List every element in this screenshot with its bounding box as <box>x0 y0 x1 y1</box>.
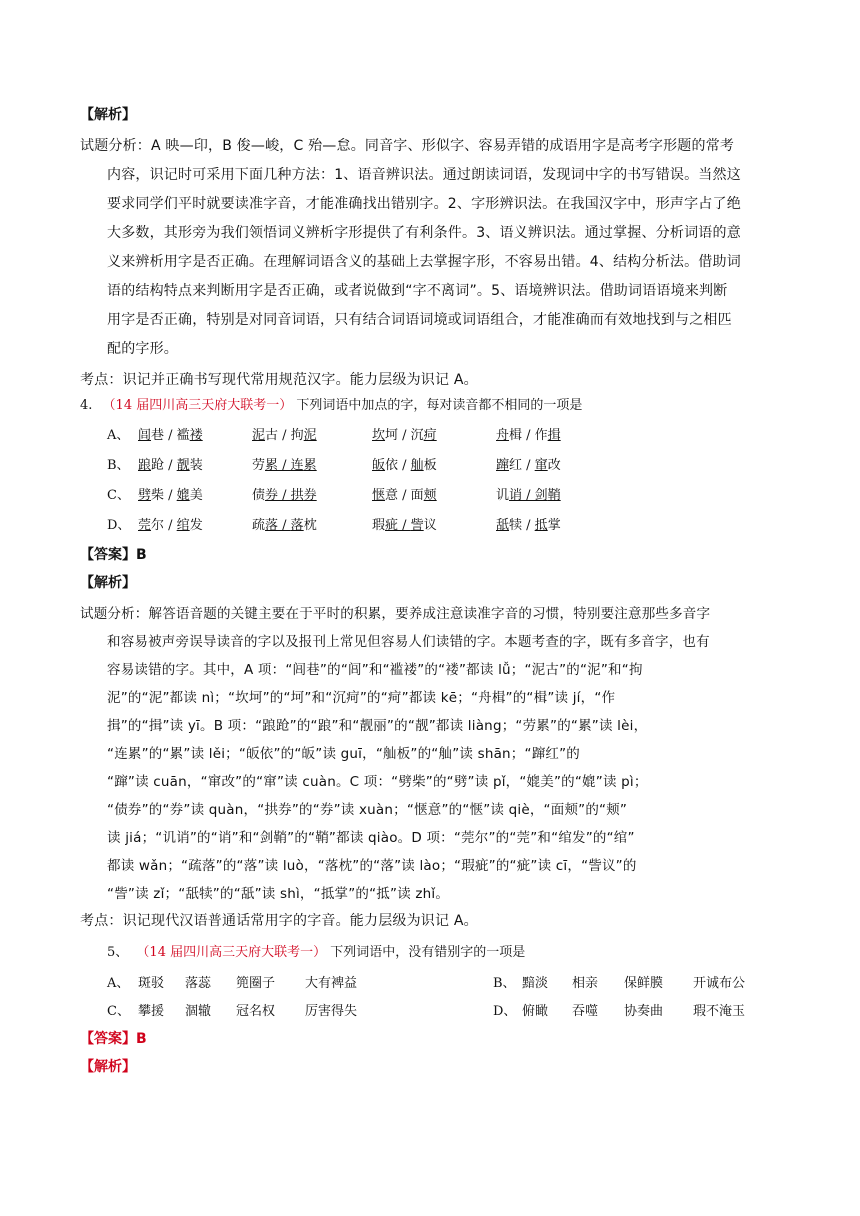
kaodian-1: 考点：识记并正确书写现代常用规范汉字。能力层级为识记 A。 <box>80 372 478 388</box>
q5-option-d-label: D、 <box>493 1004 517 1019</box>
q5-option-b-word-4: 开诚布公 <box>693 976 746 991</box>
q5-option-c-word-4: 厉害得失 <box>305 1004 358 1019</box>
q5-option-c-word-2: 涸辙 <box>185 1004 212 1019</box>
analysis1-line-4: 大多数，其形旁为我们领悟词义辨析字形提供了有利条件。3、语义辨识法。通过掌握、分析词语的意 <box>107 225 741 241</box>
q5-option-d-word-2: 吞噬 <box>572 1004 599 1019</box>
q5-option-d-word-1: 俯瞰 <box>522 1004 549 1019</box>
pair: 泥古 / 拘泥 <box>252 428 317 443</box>
analysis1-line-2: 内容，识记时可采用下面几种方法：1、语音辨识法。通过朗读词语，发现词中字的书写错误。当然这 <box>107 167 741 183</box>
analysis2-line-5: 揖”的“揖”读 yī。B 项：“踉跄”的“踉”和“靓丽”的“靓”都读 liàng；“劳累”的“累”读 lèi， <box>107 718 648 734</box>
analysis1-line-8: 配的字形。 <box>107 341 178 357</box>
analysis1-line-3: 要求同学们平时就要读准字音，才能准确找出错别字。2、字形辨识法。在我国汉字中，形声字占了绝 <box>107 196 741 212</box>
q5-option-c-label: C、 <box>107 1004 130 1019</box>
pair: 坎坷 / 沉疴 <box>372 428 437 443</box>
question-4-number: 4. <box>80 398 93 413</box>
option-label: D、 <box>107 518 131 533</box>
question-4-source: （14 届四川高三天府大联考一） <box>102 398 293 413</box>
question-5-stem: 下列词语中，没有错别字的一项是 <box>330 945 526 960</box>
option-label: B、 <box>107 458 130 473</box>
analysis2-line-8: “债券”的“券”读 quàn，“拱券”的“券”读 xuàn；“惬意”的“惬”读 qiè，“面颊”的“颊” <box>107 802 628 818</box>
option-label: C、 <box>107 488 130 503</box>
q5-option-d-word-3: 协奏曲 <box>624 1004 664 1019</box>
pair: 债券 / 拱券 <box>252 488 317 503</box>
question-5-number: 5、 <box>107 945 129 960</box>
analysis2-line-1: 试题分析：解答语音题的关键主要在于平时的积累，要养成注意读准字音的习惯，特别要注意那些多音字 <box>80 606 711 622</box>
analysis-heading-1: 【解析】 <box>80 107 136 123</box>
q5-option-a-word-4: 大有裨益 <box>305 976 358 991</box>
question-4 <box>80 394 582 413</box>
analysis1-line-1: 试题分析：A 映—印，B 俊—峻，C 殆—怠。同音字、形似字、容易弄错的成语用字是高考字形题的常考 <box>80 138 735 154</box>
pair: 讥诮 / 剑鞘 <box>496 488 561 503</box>
pair: 皈依 / 舢板 <box>372 458 437 473</box>
analysis1-line-7: 用字是否正确，特别是对同音词语，只有结合词语词境或词语组合，才能准确而有效地找到与之相匹 <box>107 312 732 328</box>
pair: 莞尔 / 绾发 <box>138 518 203 533</box>
pair: 舟楫 / 作揖 <box>496 428 561 443</box>
question-4-stem: 下列词语中加点的字，每对读音都不相同的一项是 <box>296 398 583 413</box>
q5-option-c-word-1: 攀援 <box>138 1004 165 1019</box>
q5-option-a-word-2: 落蕊 <box>185 976 212 991</box>
option-label: A、 <box>107 428 130 443</box>
q5-option-b-word-3: 保鲜膜 <box>624 976 664 991</box>
analysis2-line-2: 和容易被声旁误导读音的字以及报刊上常见但容易人们读错的字。本题考查的字，既有多音字，也有 <box>107 634 710 650</box>
pair: 蹿红 / 窜改 <box>496 458 561 473</box>
analysis2-line-9: 读 jiá；“讥诮”的“诮”和“剑鞘”的“鞘”都读 qiào。D 项：“莞尔”的“莞”和“绾发”的“绾” <box>107 830 635 846</box>
analysis2-line-7: “蹿”读 cuān，“窜改”的“窜”读 cuàn。C 项：“劈柴”的“劈”读 pǐ，“媲美”的“媲”读 pì； <box>107 774 648 790</box>
analysis-heading-3: 【解析】 <box>80 1059 136 1075</box>
answer-5: 【答案】B <box>80 1031 147 1047</box>
q5-option-c-word-3: 冠名权 <box>236 1004 276 1019</box>
pair: 舐犊 / 抵掌 <box>496 518 561 533</box>
q5-option-a-label: A、 <box>107 976 130 991</box>
analysis-heading-2: 【解析】 <box>80 575 136 591</box>
q5-option-b-word-2: 相亲 <box>572 976 599 991</box>
analysis1-line-5: 义来辨析用字是否正确。在理解词语含义的基础上去掌握字形，不容易出错。4、结构分析法。借助词 <box>107 254 741 270</box>
analysis2-line-3: 容易读错的字。其中，A 项：“闾巷”的“闾”和“褴褛”的“褛”都读 lǚ；“泥古”的“泥”和“拘 <box>107 662 643 678</box>
q5-option-d-word-4: 瑕不淹玉 <box>693 1004 746 1019</box>
q5-option-a-word-3: 篼圈子 <box>236 976 276 991</box>
q5-option-b-label: B、 <box>493 976 516 991</box>
analysis2-line-6: “连累”的“累”读 lěi；“皈依”的“皈”读 guī，“舢板”的“舢”读 shān；“蹿红”的 <box>107 746 580 762</box>
analysis2-line-10: 都读 wǎn；“疏落”的“落”读 luò，“落枕”的“落”读 lào；“瑕疵”的“疵”读 cī，“訾议”的 <box>107 858 637 874</box>
pair: 瑕疵 / 訾议 <box>372 518 437 533</box>
pair: 疏落 / 落枕 <box>252 518 317 533</box>
kaodian-2: 考点：识记现代汉语普通话常用字的字音。能力层级为识记 A。 <box>80 913 478 929</box>
answer-4: 【答案】B <box>80 547 147 563</box>
analysis1-line-6: 语的结构特点来判断用字是否正确，或者说做到“字不离词”。5、语境辨识法。借助词语语境来判断 <box>107 283 728 299</box>
pair: 踉跄 / 靓装 <box>138 458 203 473</box>
analysis2-line-4: 泥”的“泥”都读 nì；“坎坷”的“坷”和“沉疴”的“疴”都读 kē；“舟楫”的“楫”读 jí，“作 <box>107 690 616 706</box>
pair: 劳累 / 连累 <box>252 458 317 473</box>
question-5-source: （14 届四川高三天府大联考一） <box>136 945 327 960</box>
pair: 劈柴 / 媲美 <box>138 488 203 503</box>
pair: 闾巷 / 褴褛 <box>138 428 203 443</box>
question-5 <box>107 941 525 960</box>
pair: 惬意 / 面颊 <box>372 488 437 503</box>
q5-option-b-word-1: 黯淡 <box>522 976 549 991</box>
analysis2-line-11: “訾”读 zǐ；“舐犊”的“舐”读 shì，“抵掌”的“抵”读 zhǐ。 <box>107 886 450 902</box>
q5-option-a-word-1: 斑驳 <box>138 976 165 991</box>
